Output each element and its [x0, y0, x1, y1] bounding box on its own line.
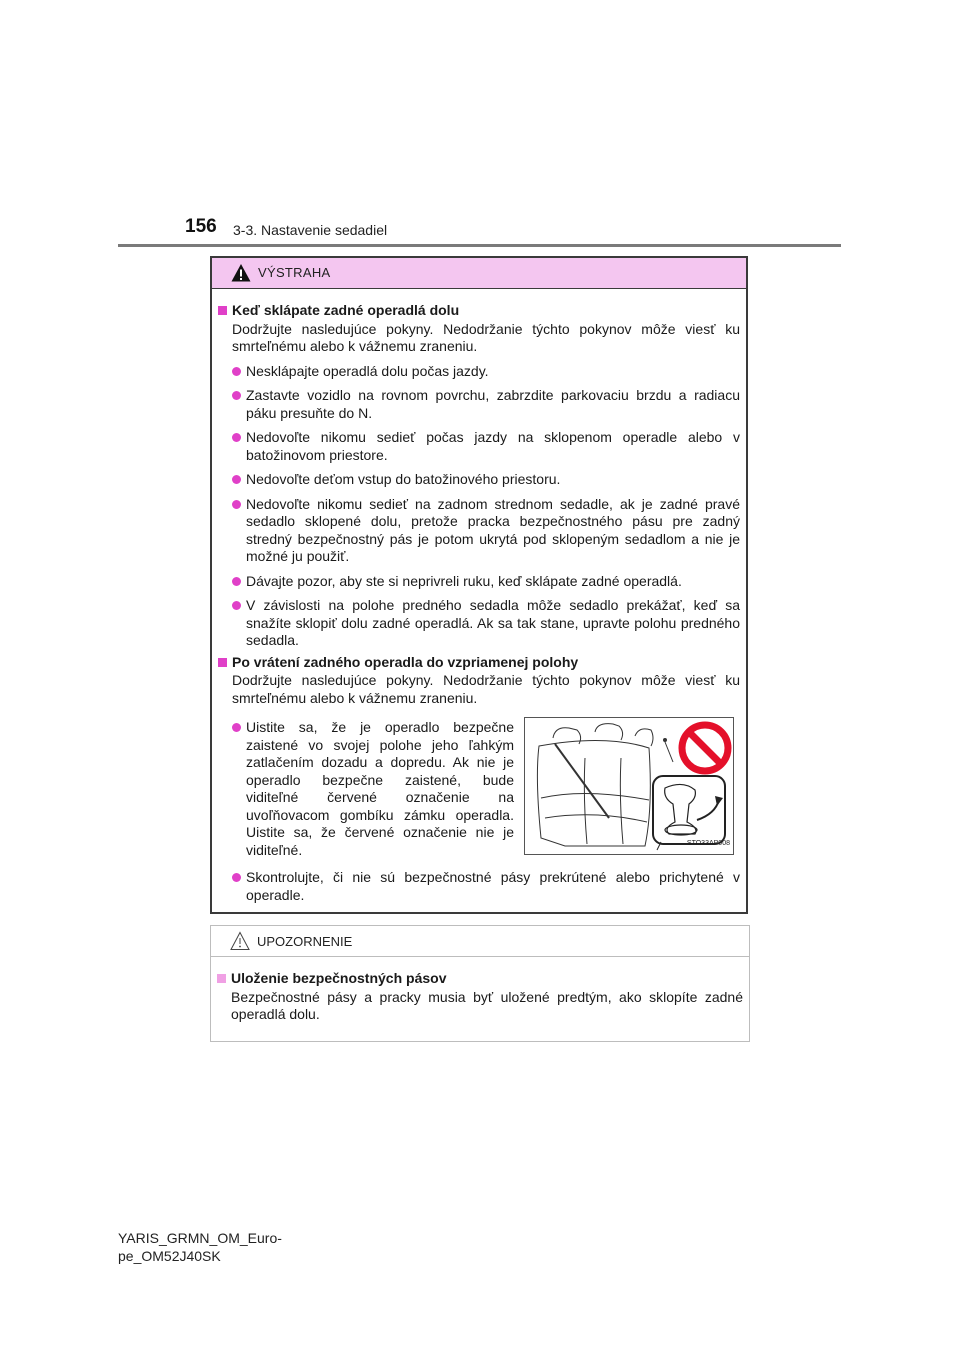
square-bullet-icon [218, 306, 227, 315]
footer-line-1: YARIS_GRMN_OM_Euro- [118, 1230, 282, 1246]
header-divider [118, 244, 841, 247]
square-bullet-icon [217, 974, 226, 983]
circle-bullet-icon [232, 433, 241, 442]
warning-box [210, 256, 748, 914]
caution-triangle-icon [230, 931, 250, 951]
caution-body [211, 957, 749, 1024]
warning-header [212, 258, 746, 289]
bullet-with-illustration [218, 717, 740, 859]
image-code: STO33AP008 [686, 839, 730, 847]
warning-heading-1: Keď sklápate zadné operadlá dolu [218, 302, 740, 320]
circle-bullet-icon [232, 601, 241, 610]
warning-title: VÝSTRAHA [258, 265, 331, 280]
list-item: Nedovoľte deťom vstup do batožinového priestoru. [218, 471, 740, 489]
list-item: Zastavte vozidlo na rovnom povrchu, zabrzdite parkovaciu brzdu a radiacu páku presuňte do N. [218, 387, 740, 422]
caution-title: UPOZORNENIE [257, 934, 353, 949]
list-item: Dávajte pozor, aby ste si neprivreli ruku, keď sklápate zadné operadlá. [218, 573, 740, 591]
caution-heading: Uloženie bezpečnostných pásov [217, 970, 743, 988]
caution-text: Bezpečnostné pásy a pracky musia byť uložené predtým, ako sklopíte zadné operadlá dolu. [231, 988, 743, 1022]
circle-bullet-icon [232, 873, 241, 882]
caution-box [210, 925, 750, 1042]
seat-illustration [524, 717, 734, 855]
warning-heading-2: Po vrátení zadného operadla do vzpriamenej polohy [218, 654, 740, 672]
warning-intro-2: Dodržujte nasledujúce pokyny. Nedodržanie týchto pokynov môže viesť ku smrteľnému alebo k vážnemu zraneniu. [232, 672, 740, 706]
list-item: Uistite sa, že je operadlo bezpečne zaistené vo svojej polohe jeho ľahkým zatlačením dozadu a dopredu. Ak nie je operadlo bezpečne zaistené, bude viditeľné červené označenie na uvoľňovacom gombíku zámku operadla. Uistite sa, že červené označenie nie je viditeľné. [218, 719, 522, 859]
footer-line-2: pe_OM52J40SK [118, 1248, 221, 1264]
list-item: V závislosti na polohe predného sedadla môže sedadlo prekážať, keď sa snažíte sklopiť dolu zadné operadlá. Ak sa tak stane, upravte polohu predného sedadla. [218, 597, 740, 650]
warning-body [212, 289, 746, 904]
list-item: Nesklápajte operadlá dolu počas jazdy. [218, 363, 740, 381]
circle-bullet-icon [232, 475, 241, 484]
list-item: Nedovoľte nikomu sedieť na zadnom strednom sedadle, ak je zadné pravé sedadlo sklopené dolu, pretože pracka bezpečnostného pásu pre zadný stredný bezpečnostný pás je potom ukrytá pod sklopeným sedadlom a nie je možné ju použiť. [218, 496, 740, 566]
circle-bullet-icon [232, 367, 241, 376]
list-item: Nedovoľte nikomu sedieť počas jazdy na sklopenom operadle alebo v batožinovom priestore. [218, 429, 740, 464]
square-bullet-icon [218, 658, 227, 667]
warning-triangle-icon [231, 263, 251, 283]
page-number: 156 [185, 216, 217, 237]
warning-intro-1: Dodržujte nasledujúce pokyny. Nedodržanie týchto pokynov môže viesť ku smrteľnému alebo k vážnemu zraneniu. [232, 320, 740, 354]
prohibition-icon [682, 725, 728, 771]
circle-bullet-icon [232, 391, 241, 400]
list-item: Skontrolujte, či nie sú bezpečnostné pásy prekrútené alebo prichytené v operadle. [218, 869, 740, 904]
circle-bullet-icon [232, 723, 241, 732]
circle-bullet-icon [232, 577, 241, 586]
caution-header [211, 926, 749, 957]
document-footer [118, 1229, 282, 1265]
section-title: 3-3. Nastavenie sedadiel [233, 222, 388, 238]
circle-bullet-icon [232, 500, 241, 509]
